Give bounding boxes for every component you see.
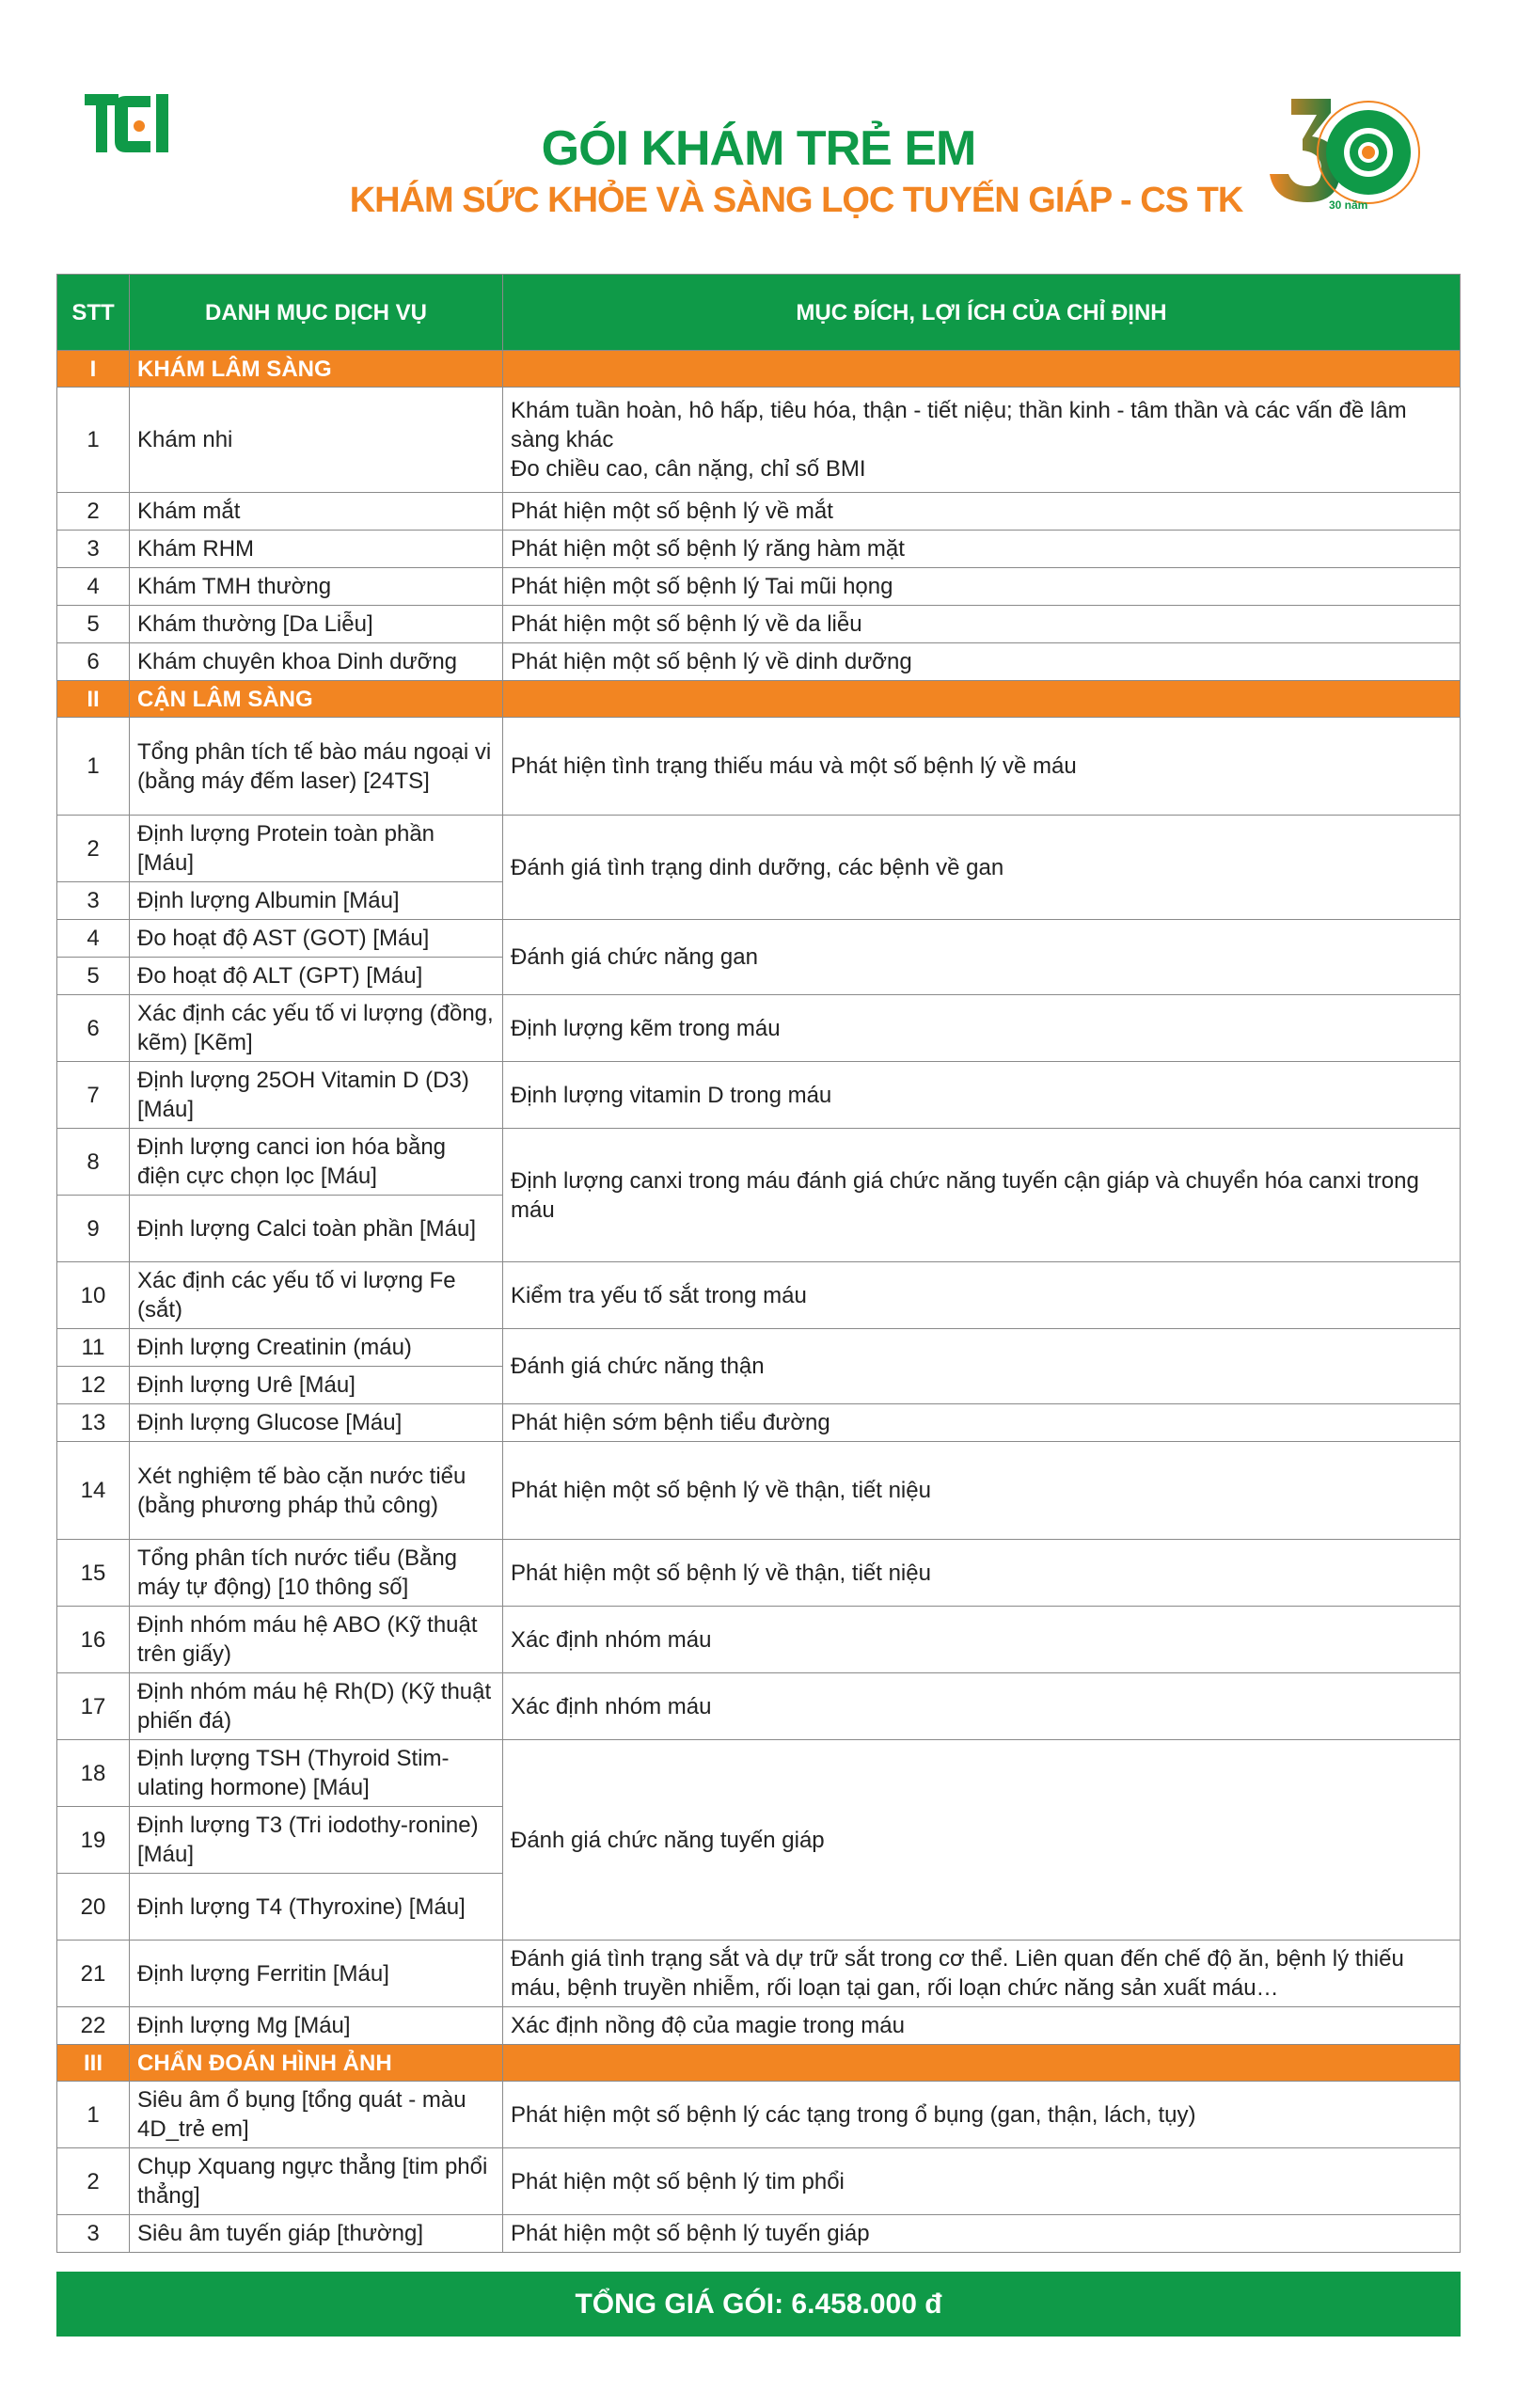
- row-number: 2: [57, 2148, 130, 2215]
- service-name: Định nhóm máu hệ Rh(D) (Kỹ thuật phiến đá): [130, 1673, 503, 1740]
- section-row: [57, 2045, 1461, 2082]
- table-row: [57, 643, 1461, 681]
- table-row: [57, 1404, 1461, 1442]
- section-blank: [503, 351, 1461, 388]
- service-name: Tổng phân tích tế bào máu ngoại vi (bằng máy đếm laser) [24TS]: [130, 718, 503, 816]
- column-header-purpose: MỤC ĐÍCH, LỢI ÍCH CỦA CHỈ ĐỊNH: [503, 275, 1461, 351]
- column-header-service: DANH MỤC DỊCH VỤ: [130, 275, 503, 351]
- service-name: Định lượng Urê [Máu]: [130, 1367, 503, 1404]
- service-purpose: Phát hiện một số bệnh lý về thận, tiết niệu: [503, 1442, 1461, 1540]
- service-name: Định lượng T3 (Tri iodothy-ronine) [Máu]: [130, 1807, 503, 1874]
- section-number: II: [57, 681, 130, 718]
- service-purpose: Xác định nhóm máu: [503, 1673, 1461, 1740]
- service-name: Định lượng 25OH Vitamin D (D3) [Máu]: [130, 1062, 503, 1129]
- service-name: Định lượng canci ion hóa bằng điện cực chọn lọc [Máu]: [130, 1129, 503, 1196]
- table-row: [57, 1062, 1461, 1129]
- table-row: [57, 606, 1461, 643]
- section-blank: [503, 681, 1461, 718]
- service-purpose: Xác định nhóm máu: [503, 1607, 1461, 1673]
- service-name: Định nhóm máu hệ ABO (Kỹ thuật trên giấy): [130, 1607, 503, 1673]
- row-number: 6: [57, 995, 130, 1062]
- table-row: [57, 1329, 1461, 1367]
- service-name: Định lượng Albumin [Máu]: [130, 882, 503, 920]
- row-number: 20: [57, 1874, 130, 1941]
- table-row: [57, 1941, 1461, 2007]
- service-name: Định lượng T4 (Thyroxine) [Máu]: [130, 1874, 503, 1941]
- service-name: Định lượng TSH (Thyroid Stim-ulating hormone) [Máu]: [130, 1740, 503, 1807]
- service-name: Đo hoạt độ AST (GOT) [Máu]: [130, 920, 503, 958]
- service-purpose: Phát hiện một số bệnh lý về dinh dưỡng: [503, 643, 1461, 681]
- row-number: 1: [57, 388, 130, 493]
- table-row: [57, 2215, 1461, 2253]
- service-name: Định lượng Protein toàn phần [Máu]: [130, 816, 503, 882]
- service-name: Siêu âm ổ bụng [tổng quát - màu 4D_trẻ em]: [130, 2082, 503, 2148]
- row-number: 21: [57, 1941, 130, 2007]
- table-row: [57, 388, 1461, 493]
- service-purpose: Định lượng canxi trong máu đánh giá chức năng tuyến cận giáp và chuyển hóa canxi trong máu: [503, 1129, 1461, 1262]
- table-row: [57, 2082, 1461, 2148]
- table-row: [57, 568, 1461, 606]
- row-number: 12: [57, 1367, 130, 1404]
- table-row: [57, 1740, 1461, 1807]
- service-purpose: Định lượng kẽm trong máu: [503, 995, 1461, 1062]
- service-purpose: Đánh giá chức năng gan: [503, 920, 1461, 995]
- row-number: 4: [57, 568, 130, 606]
- row-number: 13: [57, 1404, 130, 1442]
- service-purpose: Kiểm tra yếu tố sắt trong máu: [503, 1262, 1461, 1329]
- row-number: 18: [57, 1740, 130, 1807]
- row-number: 5: [57, 958, 130, 995]
- section-blank: [503, 2045, 1461, 2082]
- service-name: Đo hoạt độ ALT (GPT) [Máu]: [130, 958, 503, 995]
- service-name: Khám TMH thường: [130, 568, 503, 606]
- service-name: Khám mắt: [130, 493, 503, 531]
- service-name: Định lượng Calci toàn phần [Máu]: [130, 1196, 503, 1262]
- service-purpose: Phát hiện một số bệnh lý Tai mũi họng: [503, 568, 1461, 606]
- total-price: TỔNG GIÁ GÓI: 6.458.000 đ: [56, 2272, 1461, 2337]
- row-number: 3: [57, 882, 130, 920]
- section-title: CẬN LÂM SÀNG: [130, 681, 503, 718]
- page-title: GÓI KHÁM TRẺ EM: [541, 121, 976, 176]
- column-header-stt: STT: [57, 275, 130, 351]
- row-number: 2: [57, 493, 130, 531]
- table-row: [57, 1442, 1461, 1540]
- section-number: I: [57, 351, 130, 388]
- svg-text:30 năm: 30 năm: [1329, 198, 1368, 212]
- service-name: Xác định các yếu tố vi lượng (đồng, kẽm) [Kẽm]: [130, 995, 503, 1062]
- table-row: [57, 1540, 1461, 1607]
- row-number: 8: [57, 1129, 130, 1196]
- service-name: Khám thường [Da Liễu]: [130, 606, 503, 643]
- service-purpose: Phát hiện một số bệnh lý về da liễu: [503, 606, 1461, 643]
- service-purpose: Đánh giá chức năng thận: [503, 1329, 1461, 1404]
- section-number: III: [57, 2045, 130, 2082]
- row-number: 2: [57, 816, 130, 882]
- row-number: 6: [57, 643, 130, 681]
- service-purpose: Phát hiện một số bệnh lý tuyến giáp: [503, 2215, 1461, 2253]
- section-row: [57, 351, 1461, 388]
- service-purpose: Xác định nồng độ của magie trong máu: [503, 2007, 1461, 2045]
- row-number: 1: [57, 718, 130, 816]
- table-row: [57, 1262, 1461, 1329]
- service-name: Tổng phân tích nước tiểu (Bằng máy tự động) [10 thông số]: [130, 1540, 503, 1607]
- service-name: Khám chuyên khoa Dinh dưỡng: [130, 643, 503, 681]
- service-purpose: Khám tuần hoàn, hô hấp, tiêu hóa, thận - tiết niệu; thần kinh - tâm thần và các vấn đề lâm sàng khác Đo chiều cao, cân nặng, chỉ số BMI: [503, 388, 1461, 493]
- table-row: [57, 1129, 1461, 1196]
- table-row: [57, 718, 1461, 816]
- row-number: 7: [57, 1062, 130, 1129]
- row-number: 1: [57, 2082, 130, 2148]
- row-number: 9: [57, 1196, 130, 1262]
- row-number: 17: [57, 1673, 130, 1740]
- service-name: Xét nghiệm tế bào cặn nước tiểu (bằng phương pháp thủ công): [130, 1442, 503, 1540]
- row-number: 16: [57, 1607, 130, 1673]
- service-purpose: Phát hiện một số bệnh lý tim phổi: [503, 2148, 1461, 2215]
- service-name: Định lượng Mg [Máu]: [130, 2007, 503, 2045]
- row-number: 10: [57, 1262, 130, 1329]
- service-name: Định lượng Ferritin [Máu]: [130, 1941, 503, 2007]
- service-name: Khám nhi: [130, 388, 503, 493]
- row-number: 5: [57, 606, 130, 643]
- row-number: 3: [57, 2215, 130, 2253]
- service-purpose: Phát hiện một số bệnh lý về thận, tiết niệu: [503, 1540, 1461, 1607]
- service-purpose: Đánh giá tình trạng dinh dưỡng, các bệnh về gan: [503, 816, 1461, 920]
- page-subtitle: KHÁM SỨC KHỎE VÀ SÀNG LỌC TUYẾN GIÁP - CS TK: [349, 181, 1243, 220]
- table-row: [57, 995, 1461, 1062]
- row-number: 11: [57, 1329, 130, 1367]
- table-row: [57, 493, 1461, 531]
- service-name: Khám RHM: [130, 531, 503, 568]
- row-number: 3: [57, 531, 130, 568]
- service-name: Định lượng Glucose [Máu]: [130, 1404, 503, 1442]
- table-row: [57, 531, 1461, 568]
- service-purpose: Định lượng vitamin D trong máu: [503, 1062, 1461, 1129]
- table-row: [57, 2007, 1461, 2045]
- table-row: [57, 1673, 1461, 1740]
- row-number: 4: [57, 920, 130, 958]
- service-name: Định lượng Creatinin (máu): [130, 1329, 503, 1367]
- row-number: 14: [57, 1442, 130, 1540]
- section-title: CHẨN ĐOÁN HÌNH ẢNH: [130, 2045, 503, 2082]
- service-purpose: Đánh giá chức năng tuyến giáp: [503, 1740, 1461, 1941]
- table-row: [57, 920, 1461, 958]
- service-name: Xác định các yếu tố vi lượng Fe (sắt): [130, 1262, 503, 1329]
- service-purpose: Phát hiện một số bệnh lý răng hàm mặt: [503, 531, 1461, 568]
- service-name: Siêu âm tuyến giáp [thường]: [130, 2215, 503, 2253]
- section-title: KHÁM LÂM SÀNG: [130, 351, 503, 388]
- service-purpose: Phát hiện một số bệnh lý về mắt: [503, 493, 1461, 531]
- table-header: [57, 275, 1461, 351]
- table-row: [57, 1607, 1461, 1673]
- table-row: [57, 2148, 1461, 2215]
- service-purpose: Phát hiện sớm bệnh tiểu đường: [503, 1404, 1461, 1442]
- table-row: [57, 816, 1461, 882]
- service-purpose: Phát hiện tình trạng thiếu máu và một số bệnh lý về máu: [503, 718, 1461, 816]
- row-number: 22: [57, 2007, 130, 2045]
- row-number: 19: [57, 1807, 130, 1874]
- service-purpose: Phát hiện một số bệnh lý các tạng trong ổ bụng (gan, thận, lách, tụy): [503, 2082, 1461, 2148]
- services-table: [56, 274, 1461, 2253]
- service-name: Chụp Xquang ngực thẳng [tim phổi thẳng]: [130, 2148, 503, 2215]
- service-purpose: Đánh giá tình trạng sắt và dự trữ sắt trong cơ thể. Liên quan đến chế độ ăn, bệnh lý thiếu máu, bệnh truyền nhiễm, rối loạn tại gan, rối loạn chức năng sản xuất máu…: [503, 1941, 1461, 2007]
- row-number: 15: [57, 1540, 130, 1607]
- section-row: [57, 681, 1461, 718]
